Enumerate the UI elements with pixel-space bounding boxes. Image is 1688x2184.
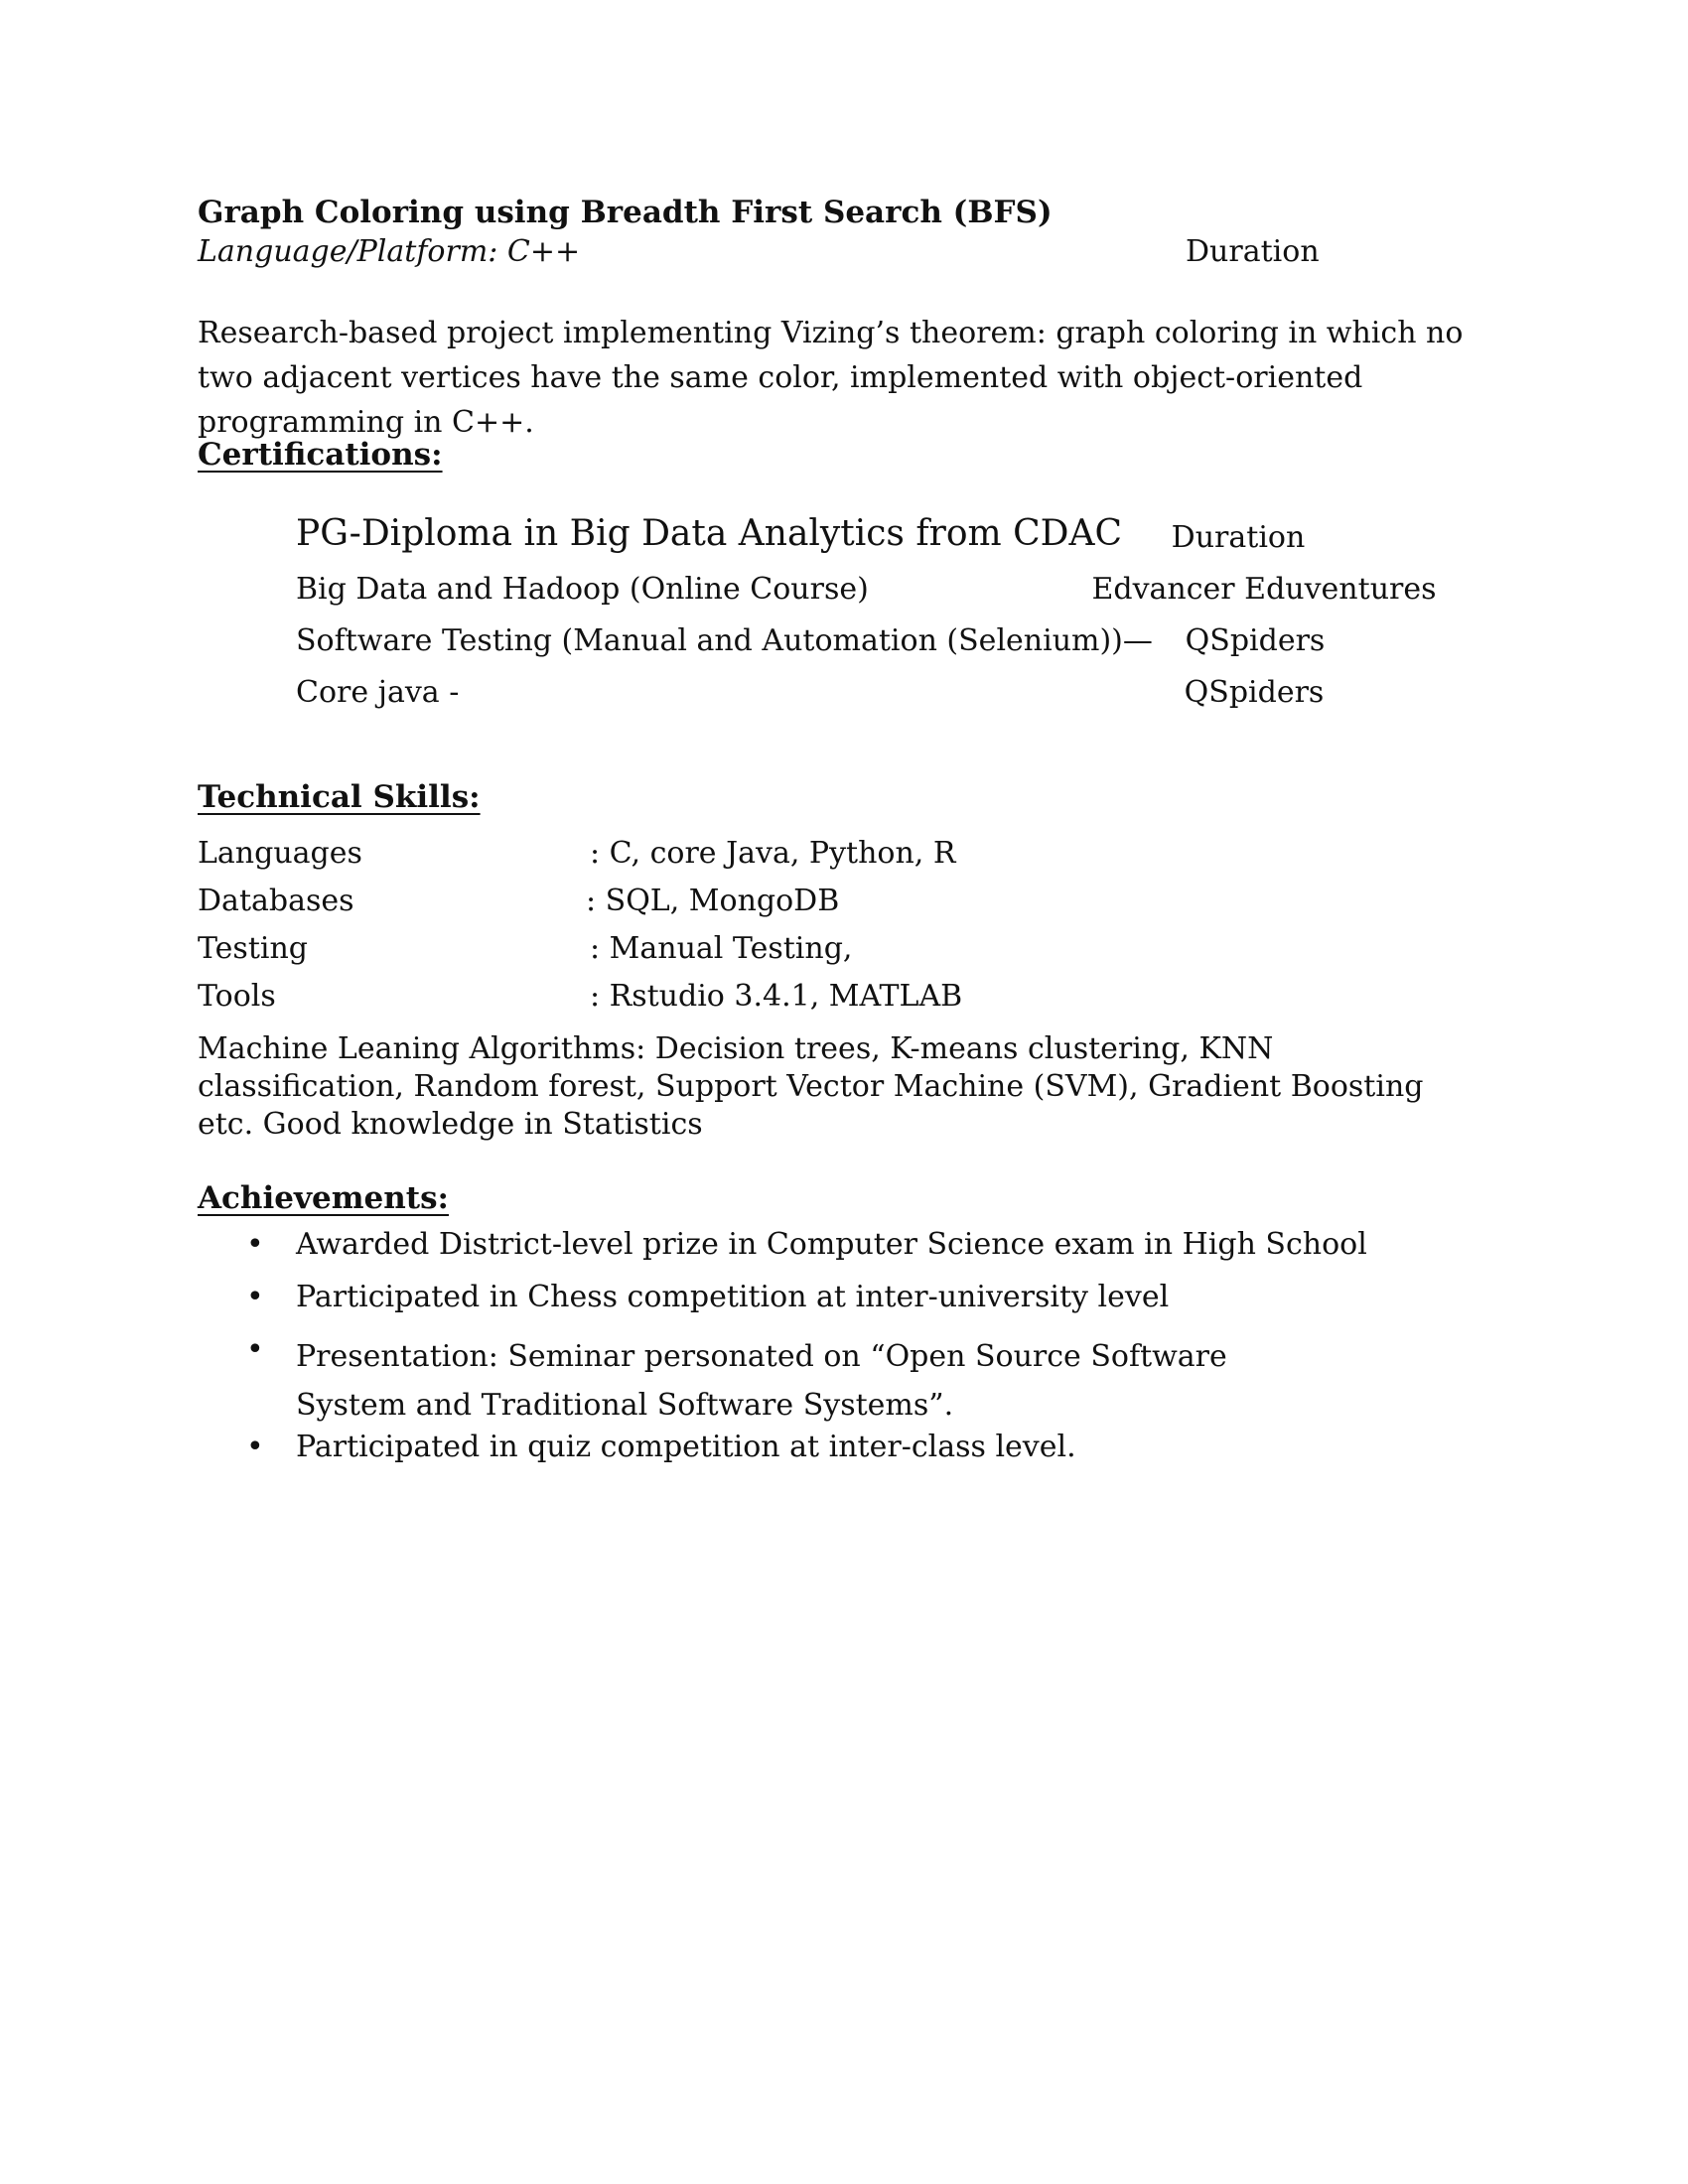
achievement-item: Awarded District-level prize in Computer Science exam in High School	[296, 1227, 1367, 1262]
certification-provider: QSpiders	[1184, 675, 1325, 710]
certification-name: PG-Diploma in Big Data Analytics from CDAC	[296, 513, 1123, 554]
certifications-heading: Certifications:	[198, 437, 443, 473]
skill-value: : Rstudio 3.4.1, MATLAB	[590, 979, 963, 1014]
ml-algorithms: Machine Leaning Algorithms: Decision trees, K-means clustering, KNN classification, Random forest, Support Vector Machine (SVM), Gradient Boosting etc. Good knowledge in Statistics	[198, 1031, 1424, 1142]
achievement-item: Participated in quiz competition at inter-class level.	[296, 1430, 1076, 1464]
achievements-heading: Achievements:	[198, 1180, 449, 1216]
certification-name: Core java -	[296, 675, 460, 710]
certification-name: Software Testing (Manual and Automation (Selenium))—	[296, 623, 1153, 658]
achievement-item: Presentation: Seminar personated on “Open Source Software System and Traditional Software Systems”.	[296, 1339, 1227, 1423]
skill-label: Testing	[198, 931, 309, 966]
skill-label: Tools	[198, 979, 276, 1014]
certification-provider: Edvancer Eduventures	[1091, 572, 1437, 607]
bullet-icon: •	[246, 1280, 264, 1314]
skill-value: : SQL, MongoDB	[586, 884, 840, 918]
skill-label: Languages	[198, 836, 362, 871]
bullet-icon: •	[246, 1332, 264, 1367]
certification-name: Big Data and Hadoop (Online Course)	[296, 572, 869, 607]
certification-provider: QSpiders	[1185, 623, 1326, 658]
skill-label: Databases	[198, 884, 354, 918]
project-description: Research-based project implementing Vizing’s theorem: graph coloring in which no two adjacent vertices have the same color, implemented with object-oriented programming in C++.	[198, 316, 1464, 440]
bullet-icon: •	[246, 1430, 264, 1464]
bullet-icon: •	[246, 1227, 264, 1262]
skill-value: : Manual Testing,	[590, 931, 853, 966]
skills-heading: Technical Skills:	[198, 779, 481, 815]
project-duration: Duration	[1186, 234, 1320, 269]
skill-value: : C, core Java, Python, R	[590, 836, 956, 871]
certification-provider: Duration	[1171, 520, 1306, 555]
project-language: Language/Platform: C++	[198, 234, 581, 269]
achievement-item: Participated in Chess competition at inter-university level	[296, 1280, 1170, 1314]
project-title: Graph Coloring using Breadth First Search (BFS)	[198, 195, 1053, 230]
